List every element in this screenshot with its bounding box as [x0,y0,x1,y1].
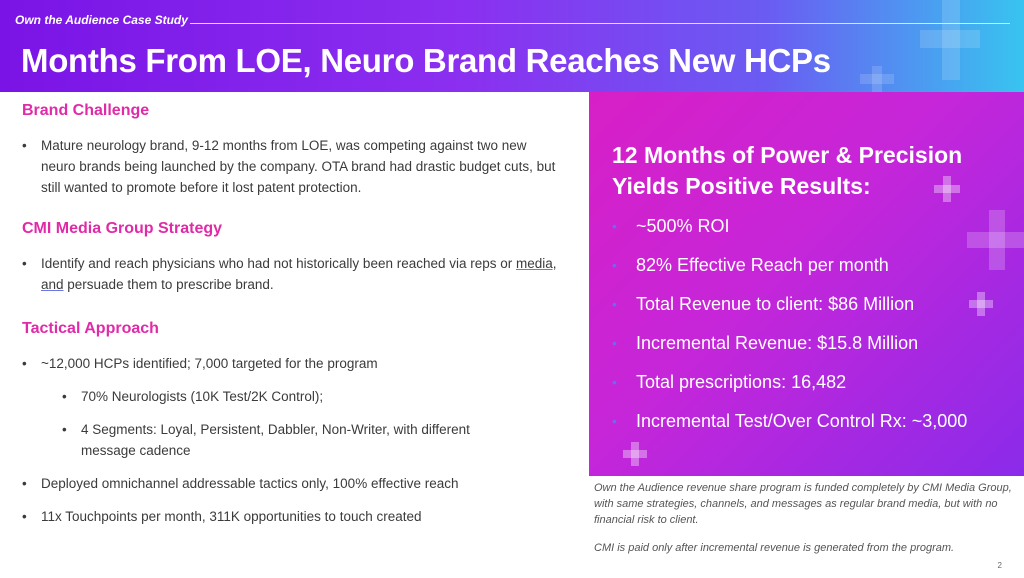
brand-challenge-list [22,135,562,198]
result-item: • Total prescriptions: 16,482 [612,370,967,409]
list-item: • 70% Neurologists (10K Test/2K Control); [62,386,567,407]
results-panel [589,92,1024,476]
result-item: • Total Revenue to client: $86 Million [612,292,967,331]
result-item: • Incremental Revenue: $15.8 Million [612,331,967,370]
brand-challenge-heading: Brand Challenge [22,102,150,119]
strategy-text-underlined: media, and [41,256,557,292]
funding-note: Own the Audience revenue share program is funded completely by CMI Media Group, with same strategies, channels, and messages as regular brand media, but with no financial risk to client. [594,482,1012,526]
list-item: • 11x Touchpoints per month, 311K opportunities to touch created [22,506,567,527]
header-banner [0,0,1024,92]
results-title: 12 Months of Power & Precision Yields Positive Results: [612,142,963,199]
strategy-text-part2: persuade them to prescribe brand. [63,277,274,292]
list-item: • Mature neurology brand, 9-12 months from LOE, was competing against two new neuro brands being launched by the company. OTA brand had drastic budget cuts, but still wanted to promote before it lost patent protection. [22,135,562,198]
result-item: • ~500% ROI [612,214,967,253]
result-item: • Incremental Test/Over Control Rx: ~3,000 [612,409,967,448]
list-item: • 4 Segments: Loyal, Persistent, Dabbler, Non-Writer, with different message cadence [62,419,521,461]
list-item: • ~12,000 HCPs identified; 7,000 targeted for the program [22,353,567,374]
page-number: 2 [997,561,1002,570]
payment-note: CMI is paid only after incremental revenue is generated from the program. [594,542,955,554]
plus-decoration-icon [860,66,894,92]
header-divider [190,23,1010,24]
tactical-list [22,353,567,527]
results-list [612,214,967,448]
left-content [0,92,588,578]
strategy-list [22,253,567,295]
tactical-heading: Tactical Approach [22,320,159,337]
case-study-label: Own the Audience Case Study [15,13,188,27]
list-item [22,253,567,295]
list-item: • Deployed omnichannel addressable tactics only, 100% effective reach [22,473,567,494]
plus-decoration-icon [920,0,980,80]
plus-decoration-icon [969,292,993,316]
strategy-heading: CMI Media Group Strategy [22,220,223,237]
plus-decoration-icon [967,210,1024,270]
result-item: • 82% Effective Reach per month [612,253,967,292]
strategy-text-part1: Identify and reach physicians who had not historically been reached via reps or [41,256,517,271]
page-title: Months From LOE, Neuro Brand Reaches New HCPs [21,42,831,79]
